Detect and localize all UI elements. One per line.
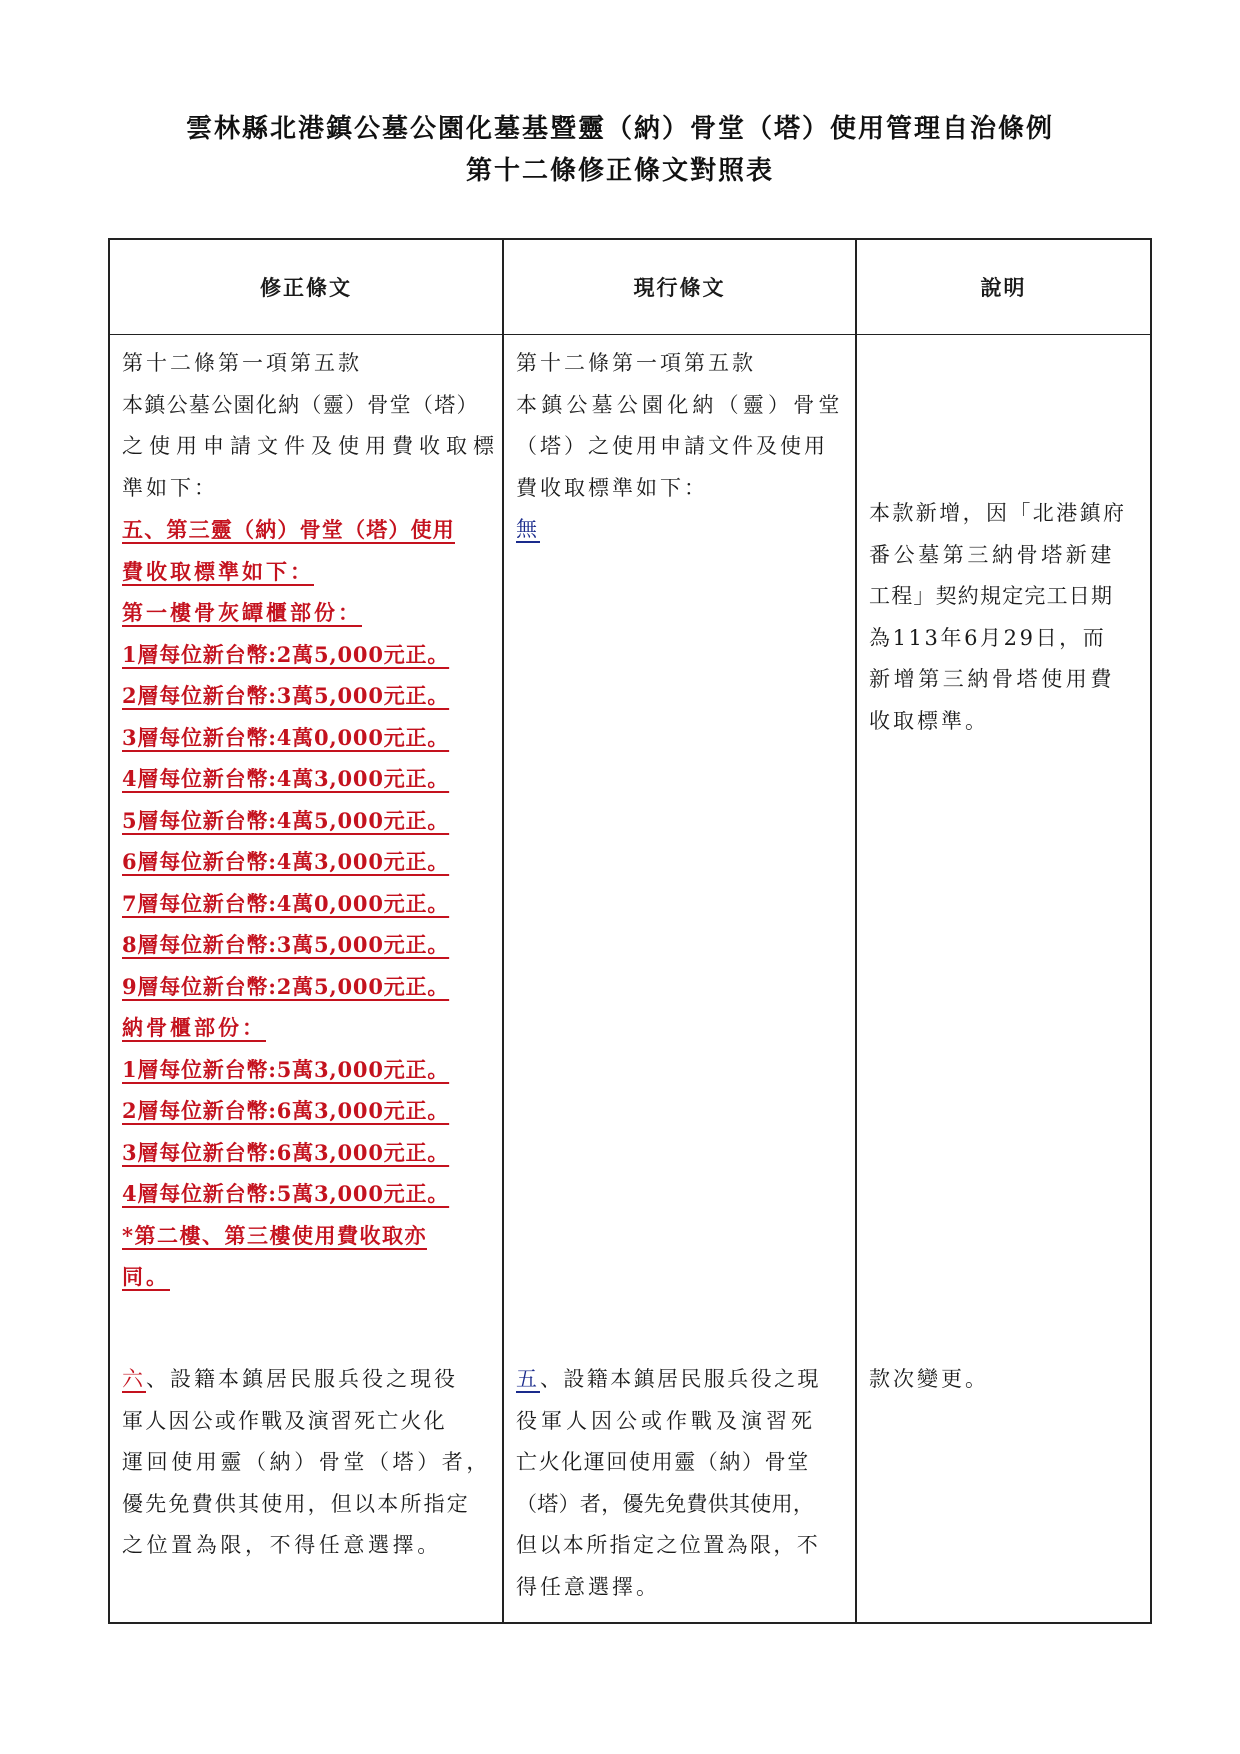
new-item-text: 4層每位新台幣:5萬3,000元正。 [122,1181,450,1206]
new-item-line [122,883,494,925]
explanation-change [869,1359,1139,1401]
comparison-table [108,238,1152,1624]
new-item-line [122,717,494,759]
new-item-line [122,592,494,634]
text-line: 為113年6月29日，而 [869,625,1107,650]
none-marker: 無 [516,517,540,541]
item-number: 六 [122,1367,146,1391]
new-item-line [122,1132,494,1174]
text-line: 亡火化運回使用靈（納）骨堂 [516,1450,810,1474]
new-item-text: 3層每位新台幣:6萬3,000元正。 [122,1139,450,1165]
new-item-text: 1層每位新台幣:5萬3,000元正。 [122,1056,450,1082]
text-line: 本鎮公墓公園化納（靈）骨堂 [516,392,844,417]
new-item-text: 2層每位新台幣:3萬5,000元正。 [122,683,450,708]
amended-item6 [122,1359,494,1567]
text-line: 本款新增，因「北港鎮府 [869,501,1127,525]
text-line: 、設籍本鎮居民服兵役之現役 [146,1367,458,1391]
new-item-line [122,509,494,551]
new-item-text: 第一樓骨灰罈櫃部份： [122,600,362,625]
new-item-line [122,800,494,842]
text-line: 但以本所指定之位置為限，不 [516,1533,821,1557]
explanation-new [869,493,1139,742]
new-item-line [122,1049,494,1091]
amended-intro [122,343,500,1298]
text-line: 第十二條第一項第五款 [122,351,362,375]
new-item-line [122,634,494,676]
item-number: 五 [516,1367,540,1391]
text-line: 、設籍本鎮居民服兵役之現 [540,1367,821,1391]
current-cell [503,335,856,1624]
text-line: 準如下： [122,475,218,500]
new-item-line [122,1090,494,1132]
new-item-line [122,551,494,593]
text-line: 新增第三納骨塔使用費 [869,667,1115,691]
new-item-line [122,841,494,883]
text-line: 第十二條第一項第五款 [516,351,756,375]
new-item-text: 9層每位新台幣:2萬5,000元正。 [122,973,450,999]
new-item-text: 同。 [122,1264,170,1289]
new-item-text: 五、第三靈（納）骨堂（塔）使用 [122,517,455,542]
text-line: 番公墓第三納骨塔新建 [869,542,1115,567]
current-intro [516,343,852,551]
new-item-text: 1層每位新台幣:2萬5,000元正。 [122,641,450,667]
new-item-text: 7層每位新台幣:4萬0,000元正。 [122,890,450,916]
new-item-line [122,966,494,1008]
amended-new-item [122,509,494,1298]
new-item-text: 費收取標準如下： [122,558,314,584]
new-item-text: 納骨櫃部份： [122,1015,266,1040]
text-line: 役軍人因公或作戰及演習死 [516,1408,816,1433]
text-line: 軍人因公或作戰及演習死亡火化 [122,1408,447,1433]
document-subtitle: 第十二條修正條文對照表 [465,156,774,186]
text-line: 款次變更。 [869,1367,989,1391]
new-item-line [122,675,494,717]
new-item-line [122,924,494,966]
new-item-text: 5層每位新台幣:4萬5,000元正。 [122,807,450,833]
text-line: 費收取標準如下： [516,475,708,500]
new-item-text: 6層每位新台幣:4萬3,000元正。 [122,849,450,874]
new-item-line [122,1007,494,1049]
text-line: 之使用申請文件及使用費收取標 [122,434,500,458]
new-item-text: 4層每位新台幣:4萬3,000元正。 [122,766,450,791]
header-amended: 修正條文 [109,239,503,335]
new-item-line [122,1173,494,1215]
current-item5 [516,1359,852,1608]
new-item-line [122,1256,494,1298]
header-explanation: 說明 [856,239,1151,335]
new-item-text: 3層每位新台幣:4萬0,000元正。 [122,724,450,750]
text-line: 收取標準。 [869,708,989,733]
new-item-text: *第二樓、第三樓使用費收取亦 [122,1222,427,1248]
text-line: 優先免費供其使用，但以本所指定 [122,1491,470,1516]
new-item-text: 8層每位新台幣:3萬5,000元正。 [122,932,450,957]
new-item-line [122,1215,494,1257]
document-title: 雲林縣北港鎮公墓公園化墓基暨靈（納）骨堂（塔）使用管理自治條例 [185,114,1054,144]
text-line: （塔）之使用申請文件及使用 [516,434,828,458]
text-line: 本鎮公墓公園化納（靈）骨堂（塔） [122,392,479,417]
new-item-text: 2層每位新台幣:6萬3,000元正。 [122,1098,450,1123]
text-line: 運回使用靈（納）骨堂（塔）者， [122,1450,491,1474]
amended-cell [109,335,503,1624]
text-line: 工程」契約規定完工日期 [869,584,1114,608]
header-current: 現行條文 [503,239,856,335]
explanation-cell [856,335,1151,1624]
new-item-line [122,758,494,800]
text-line: 之位置為限，不得任意選擇。 [122,1533,442,1557]
text-line: 得任意選擇。 [516,1574,660,1599]
text-line: （塔）者，優先免費供其使用， [516,1491,815,1516]
